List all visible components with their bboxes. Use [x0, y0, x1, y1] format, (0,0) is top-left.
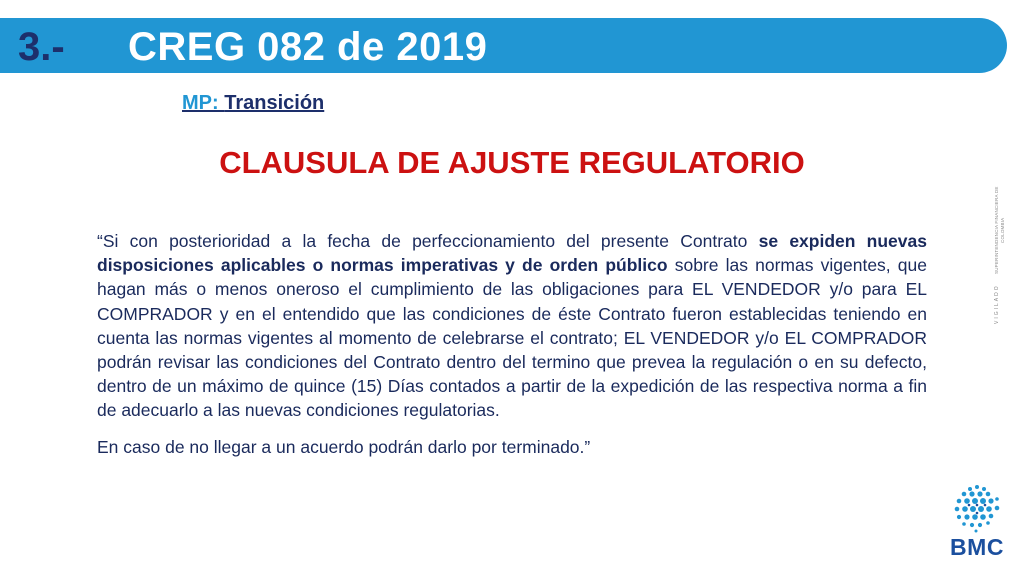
subtitle-prefix: MP: [182, 92, 225, 114]
clause-text-part-2: sobre las normas vigentes, que hagan más o menos oneroso el cumplimiento de las obligaciones para EL VENDEDOR y/o para EL COMPRADOR y en el entendido que las condiciones de éste Contrato fueron establecidas teniendo en cuenta las normas vigentes al momento de celebrarse el contrato; EL VENDEDOR y/o EL COMPRADOR podrán revisar las condiciones del Contrato dentro del termino que prevea la regulación o en su defecto, dentro de un máximo de quince (15) Días contados a partir de la expedición de las respectiva norma a fin de adecuarlo a las nuevas condiciones regulatorias. [97, 255, 927, 421]
clause-heading: CLAUSULA DE AJUSTE REGULATORIO [219, 145, 805, 180]
vigilado-label [994, 180, 1008, 324]
bmc-logo-text: BMC [950, 534, 1004, 560]
bmc-logo [944, 482, 1010, 568]
subtitle-text: Transición [224, 92, 325, 114]
clause-paragraph-1 [97, 229, 927, 423]
clause-body [97, 229, 927, 459]
clause-text-emphasis: se expiden nuevas disposiciones aplicables o normas imperativas y de orden público [97, 231, 927, 276]
subtitle [182, 90, 324, 116]
superintendencia-text: SUPERINTENDENCIA FINANCIERA DE COLOMBIA [994, 186, 1005, 274]
clause-paragraph-2: En caso de no llegar a un acuerdo podrán darlo por terminado.” [97, 436, 591, 457]
slide-title: CREG 082 de 2019 [128, 25, 488, 69]
slide-number: 3.- [18, 25, 65, 69]
bmc-globe-icon [944, 482, 1010, 534]
clause-text-part-1: “Si con posterioridad a la fecha de perfeccionamiento del presente Contrato [97, 231, 759, 251]
vigilado-text: VIGILADO [994, 284, 1000, 324]
